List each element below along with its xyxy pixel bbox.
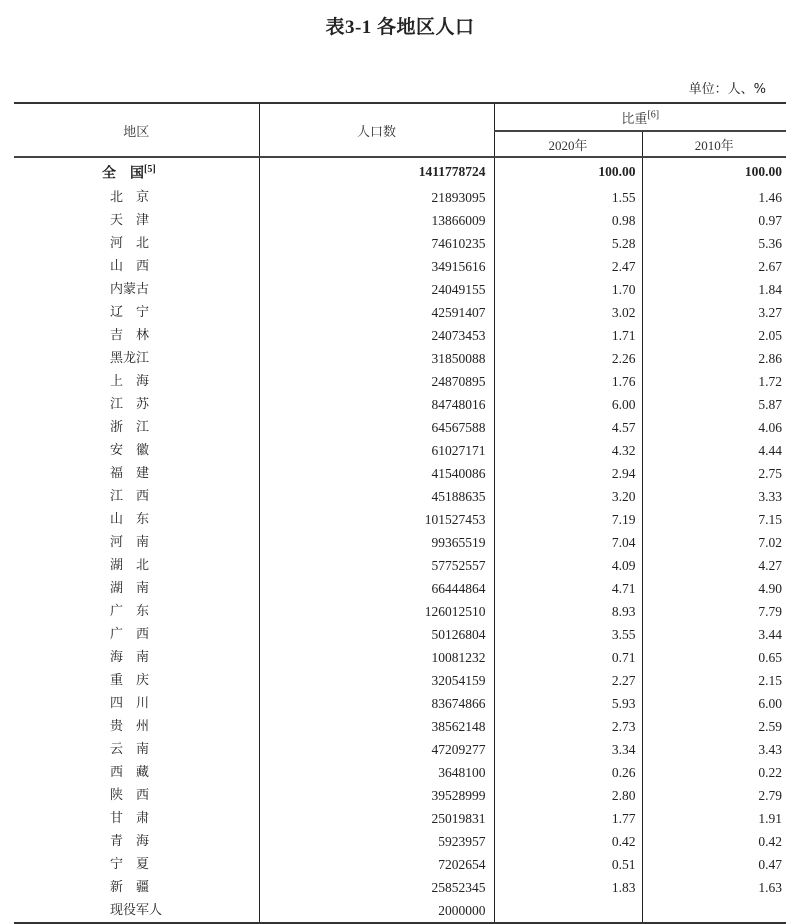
header-share: [494, 103, 786, 131]
region-cell: 辽 宁: [14, 301, 259, 324]
population-cell: 66444864: [259, 577, 494, 600]
table-row: [14, 600, 786, 623]
region-cell: 福 建: [14, 462, 259, 485]
population-cell: 84748016: [259, 393, 494, 416]
share-2020-cell: 0.71: [494, 646, 642, 669]
share-2020-cell: 3.02: [494, 301, 642, 324]
share-2020-cell: 3.55: [494, 623, 642, 646]
share-2020-cell: 4.71: [494, 577, 642, 600]
table-row: [14, 715, 786, 738]
population-cell: 41540086: [259, 462, 494, 485]
unit-label: 单位：人、%: [688, 82, 766, 97]
population-cell: 57752557: [259, 554, 494, 577]
share-2020-cell: 1.55: [494, 186, 642, 209]
population-cell: 39528999: [259, 784, 494, 807]
table-row: [14, 761, 786, 784]
share-2010-cell: 2.05: [758, 327, 782, 343]
share-2010-cell: 0.97: [758, 212, 782, 228]
region-cell: 四 川: [14, 692, 259, 715]
table-row: [14, 278, 786, 301]
region-cell: 河 南: [14, 531, 259, 554]
region-cell: 西 藏: [14, 761, 259, 784]
population-cell: 24870895: [259, 370, 494, 393]
share-2020-cell: 3.34: [494, 738, 642, 761]
share-2010-cell: 100.00: [744, 164, 782, 180]
share-2020-cell: [494, 899, 642, 923]
table-row: [14, 416, 786, 439]
population-cell: 24049155: [259, 278, 494, 301]
region-cell: 安 徽: [14, 439, 259, 462]
table-row: [14, 301, 786, 324]
header-share-footnote: [6]: [647, 109, 660, 121]
share-2020-cell: 8.93: [494, 600, 642, 623]
share-2010-cell: 0.65: [758, 649, 782, 665]
table-row: [14, 186, 786, 209]
share-2010-cell: 1.72: [758, 373, 782, 389]
share-2010-cell: 4.44: [758, 442, 782, 458]
population-cell: 42591407: [259, 301, 494, 324]
share-2020-cell: 0.26: [494, 761, 642, 784]
share-2020-cell: 100.00: [494, 157, 642, 186]
share-2010-cell: 1.91: [758, 810, 782, 826]
population-cell: 3648100: [259, 761, 494, 784]
share-2010-cell: 2.86: [758, 350, 782, 366]
share-2010-cell: 1.46: [758, 189, 782, 205]
population-cell: 25852345: [259, 876, 494, 899]
share-2010-cell: 2.75: [758, 465, 782, 481]
share-2020-cell: 2.94: [494, 462, 642, 485]
table-row: [14, 393, 786, 416]
table-row: [14, 853, 786, 876]
population-cell: 2000000: [259, 899, 494, 923]
share-2010-cell: 0.22: [758, 764, 782, 780]
share-2010-cell: 2.15: [758, 672, 782, 688]
share-2020-cell: 7.19: [494, 508, 642, 531]
share-2020-cell: 3.20: [494, 485, 642, 508]
share-2010-cell: 3.33: [758, 488, 782, 504]
share-2010-cell: 3.44: [758, 626, 782, 642]
table-row: [14, 577, 786, 600]
table-row: [14, 209, 786, 232]
population-cell: 83674866: [259, 692, 494, 715]
share-2020-cell: 4.09: [494, 554, 642, 577]
table-row: [14, 462, 786, 485]
region-cell: 云 南: [14, 738, 259, 761]
region-cell: 浙 江: [14, 416, 259, 439]
population-cell: 24073453: [259, 324, 494, 347]
share-2020-cell: 5.93: [494, 692, 642, 715]
table-row: [14, 347, 786, 370]
share-2010-cell: [642, 899, 786, 923]
share-2020-cell: 7.04: [494, 531, 642, 554]
population-cell: 38562148: [259, 715, 494, 738]
share-2010-cell: 4.27: [758, 557, 782, 573]
population-cell: 31850088: [259, 347, 494, 370]
population-table: [14, 102, 786, 924]
table-row: [14, 669, 786, 692]
population-cell: 5923957: [259, 830, 494, 853]
region-cell: 新 疆: [14, 876, 259, 899]
share-2010-cell: 2.79: [758, 787, 782, 803]
share-2010-cell: 6.00: [758, 695, 782, 711]
region-cell: 重 庆: [14, 669, 259, 692]
region-cell: 广 西: [14, 623, 259, 646]
table-row: [14, 623, 786, 646]
region-cell: 北 京: [14, 186, 259, 209]
region-cell: 上 海: [14, 370, 259, 393]
region-cell: 青 海: [14, 830, 259, 853]
share-2010-cell: 0.42: [758, 833, 782, 849]
region-cell: 江 西: [14, 485, 259, 508]
share-2020-cell: 6.00: [494, 393, 642, 416]
table-row: [14, 370, 786, 393]
population-cell: 47209277: [259, 738, 494, 761]
population-cell: 25019831: [259, 807, 494, 830]
share-2010-cell: 0.47: [758, 856, 782, 872]
region-cell: 陕 西: [14, 784, 259, 807]
header-region: 地区: [14, 103, 259, 157]
region-cell: 贵 州: [14, 715, 259, 738]
share-2010-cell: 4.06: [758, 419, 782, 435]
region-cell: 吉 林: [14, 324, 259, 347]
table-row: [14, 232, 786, 255]
population-cell: 7202654: [259, 853, 494, 876]
population-cell: 74610235: [259, 232, 494, 255]
region-cell: 河 北: [14, 232, 259, 255]
population-cell: 21893095: [259, 186, 494, 209]
share-2010-cell: 1.84: [758, 281, 782, 297]
share-2010-cell: 1.63: [758, 879, 782, 895]
share-2020-cell: 2.73: [494, 715, 642, 738]
table-row: [14, 830, 786, 853]
region-cell: 海 南: [14, 646, 259, 669]
population-cell: 61027171: [259, 439, 494, 462]
population-cell: 32054159: [259, 669, 494, 692]
share-2010-cell: 7.79: [758, 603, 782, 619]
population-cell: 45188635: [259, 485, 494, 508]
table-row: [14, 485, 786, 508]
region-cell: [14, 157, 259, 186]
share-2020-cell: 2.27: [494, 669, 642, 692]
population-cell: 1411778724: [259, 157, 494, 186]
share-2020-cell: 1.83: [494, 876, 642, 899]
population-cell: 99365519: [259, 531, 494, 554]
share-2020-cell: 1.77: [494, 807, 642, 830]
table-row-total: [14, 157, 786, 186]
region-cell: 天 津: [14, 209, 259, 232]
region-cell: 宁 夏: [14, 853, 259, 876]
share-2010-cell: 5.87: [758, 396, 782, 412]
region-cell: 山 西: [14, 255, 259, 278]
table-row: [14, 439, 786, 462]
share-2010-cell: 4.90: [758, 580, 782, 596]
header-population: 人口数: [259, 103, 494, 157]
share-2010-cell: 7.15: [758, 511, 782, 527]
share-2020-cell: 5.28: [494, 232, 642, 255]
header-year-2010: 2010年: [642, 131, 786, 157]
table-row: [14, 554, 786, 577]
share-2020-cell: 1.76: [494, 370, 642, 393]
share-2020-cell: 1.70: [494, 278, 642, 301]
table-row: [14, 876, 786, 899]
table-row: [14, 692, 786, 715]
share-2010-cell: 2.59: [758, 718, 782, 734]
region-cell: 湖 南: [14, 577, 259, 600]
population-cell: 50126804: [259, 623, 494, 646]
share-2020-cell: 2.80: [494, 784, 642, 807]
region-cell: 现役军人: [14, 899, 259, 923]
population-cell: 34915616: [259, 255, 494, 278]
population-cell: 13866009: [259, 209, 494, 232]
population-cell: 64567588: [259, 416, 494, 439]
population-cell: 101527453: [259, 508, 494, 531]
share-2010-cell: 2.67: [758, 258, 782, 274]
table-row: [14, 255, 786, 278]
population-cell: 126012510: [259, 600, 494, 623]
region-cell: 甘 肃: [14, 807, 259, 830]
share-2020-cell: 2.26: [494, 347, 642, 370]
table-row: [14, 531, 786, 554]
share-2010-cell: 3.43: [758, 741, 782, 757]
region-cell: 湖 北: [14, 554, 259, 577]
share-2020-cell: 1.71: [494, 324, 642, 347]
table-row: [14, 899, 786, 923]
table-row: [14, 738, 786, 761]
share-2010-cell: 5.36: [758, 235, 782, 251]
table-row: [14, 508, 786, 531]
share-2020-cell: 4.32: [494, 439, 642, 462]
region-cell: 山 东: [14, 508, 259, 531]
table-row: [14, 784, 786, 807]
table-row: [14, 324, 786, 347]
region-footnote: [5]: [144, 164, 156, 175]
population-cell: 10081232: [259, 646, 494, 669]
share-2020-cell: 0.51: [494, 853, 642, 876]
table-row: [14, 807, 786, 830]
region-name: 全 国: [102, 165, 144, 182]
header-year-2020: 2020年: [494, 131, 642, 157]
share-2020-cell: 0.98: [494, 209, 642, 232]
region-cell: 黑龙江: [14, 347, 259, 370]
share-2020-cell: 2.47: [494, 255, 642, 278]
table-title: 表3-1 各地区人口: [325, 17, 475, 38]
share-2010-cell: 7.02: [758, 534, 782, 550]
share-2020-cell: 4.57: [494, 416, 642, 439]
region-cell: 江 苏: [14, 393, 259, 416]
header-share-label: 比重: [621, 111, 648, 127]
region-cell: 内蒙古: [14, 278, 259, 301]
share-2020-cell: 0.42: [494, 830, 642, 853]
share-2010-cell: 3.27: [758, 304, 782, 320]
region-cell: 广 东: [14, 600, 259, 623]
table-row: [14, 646, 786, 669]
